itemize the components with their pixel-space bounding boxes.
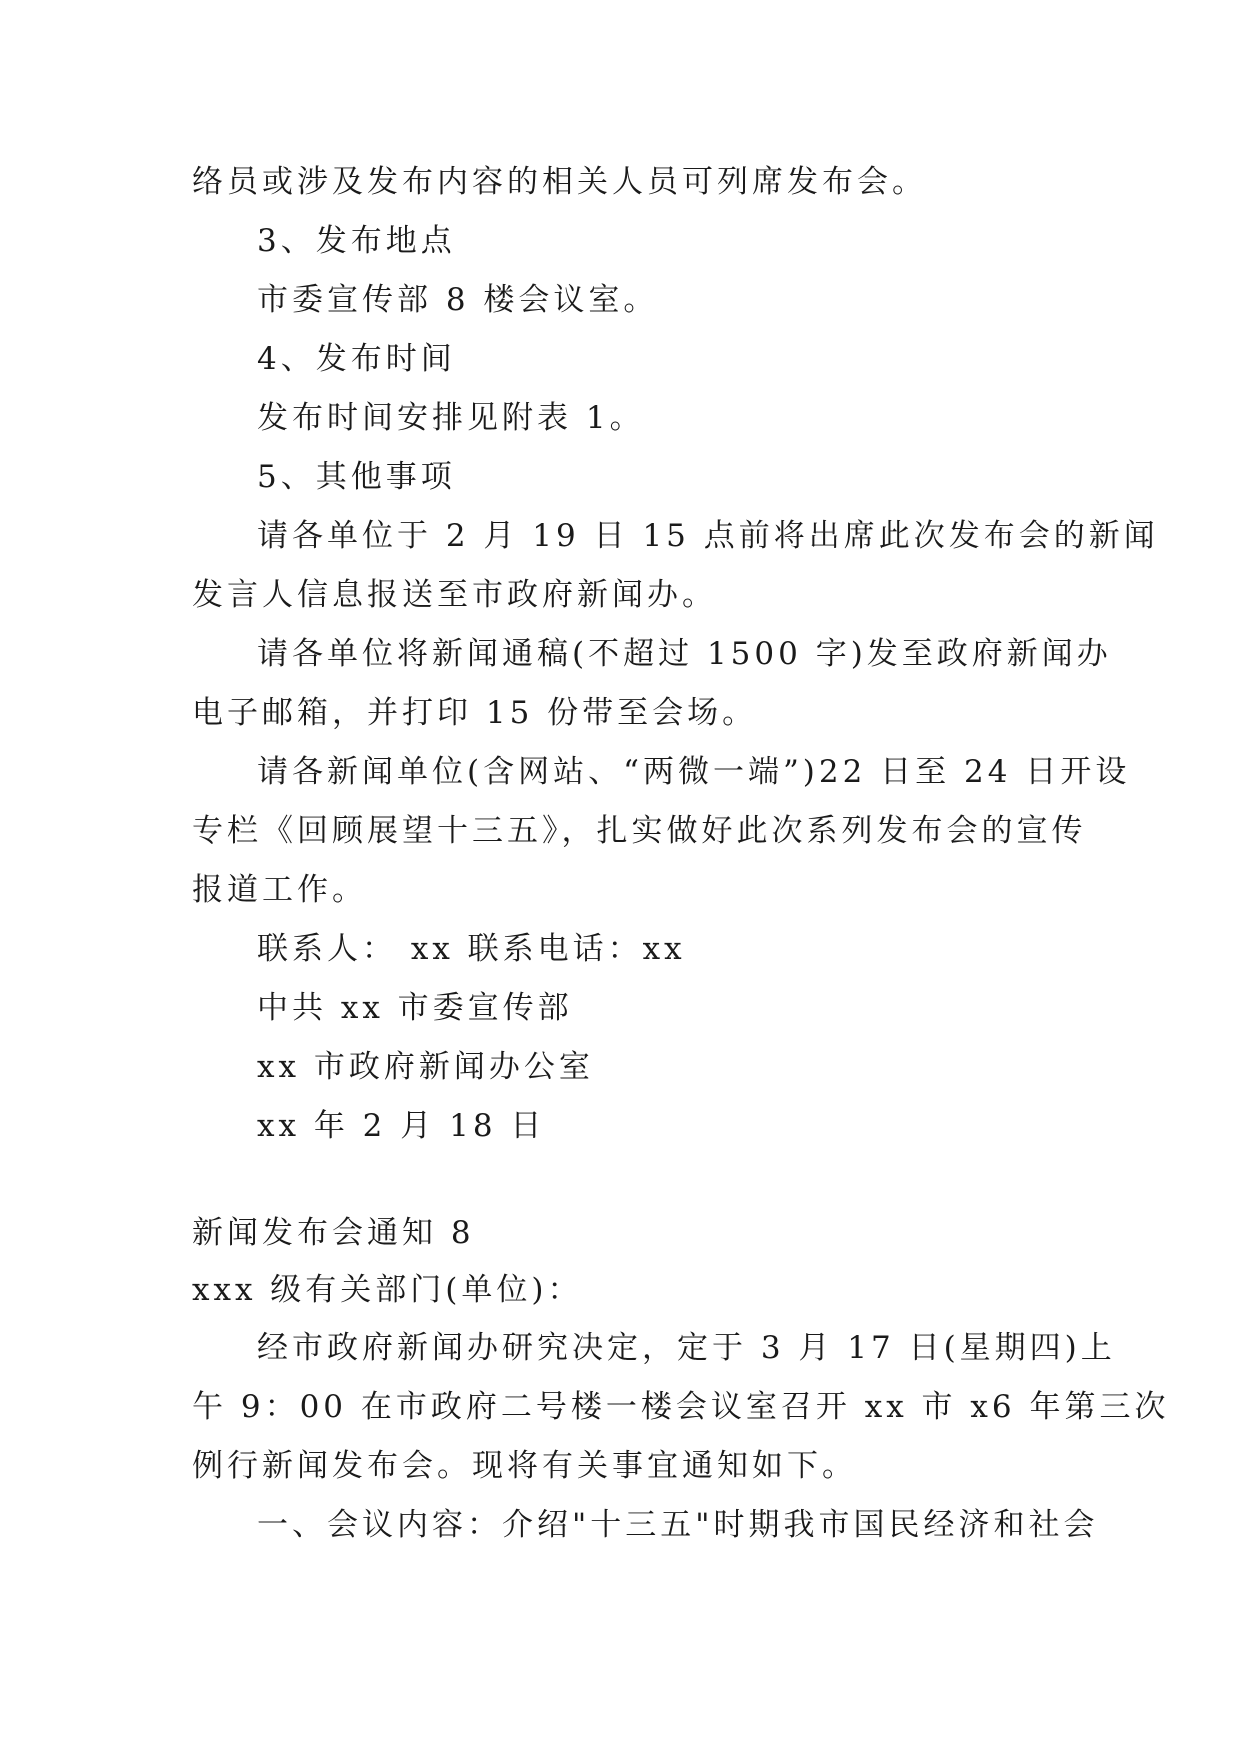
text-line: 报道工作。 (192, 872, 367, 908)
text-line: 请各新闻单位(含网站、“两微一端”)22 日至 24 日开设 (257, 754, 1131, 790)
notice-title: 新闻发布会通知 8 (192, 1215, 475, 1251)
section-heading: 5、其他事项 (257, 459, 456, 495)
text-line: 请各单位于 2 月 19 日 15 点前将出席此次发布会的新闻 (257, 518, 1159, 554)
text-line: 请各单位将新闻通稿(不超过 1500 字)发至政府新闻办 (257, 636, 1112, 672)
text-line: 例行新闻发布会。现将有关事宜通知如下。 (192, 1448, 857, 1484)
text-line: 发言人信息报送至市政府新闻办。 (192, 577, 717, 613)
text-line: 市委宣传部 8 楼会议室。 (257, 282, 659, 318)
text-line: 一、会议内容：介绍"十三五"时期我市国民经济和社会 (257, 1507, 1099, 1543)
salutation: xxx 级有关部门(单位)： (192, 1272, 583, 1308)
section-heading: 4、发布时间 (257, 341, 456, 377)
text-line: 专栏《回顾展望十三五》，扎实做好此次系列发布会的宣传 (192, 813, 1087, 849)
text-line: 午 9：00 在市政府二号楼一楼会议室召开 xx 市 x6 年第三次 (192, 1389, 1170, 1425)
signature-line: 中共 xx 市委宣传部 (257, 990, 573, 1026)
text-line: 络员或涉及发布内容的相关人员可列席发布会。 (192, 164, 927, 200)
signature-line: xx 市政府新闻办公室 (257, 1049, 594, 1085)
contact-line: 联系人： xx 联系电话：xx (257, 931, 686, 967)
text-line: 发布时间安排见附表 1。 (257, 400, 645, 436)
text-line: 经市政府新闻办研究决定，定于 3 月 17 日(星期四)上 (257, 1330, 1116, 1366)
date-line: xx 年 2 月 18 日 (257, 1108, 546, 1144)
text-line: 电子邮箱，并打印 15 份带至会场。 (192, 695, 758, 731)
section-heading: 3、发布地点 (257, 223, 456, 259)
